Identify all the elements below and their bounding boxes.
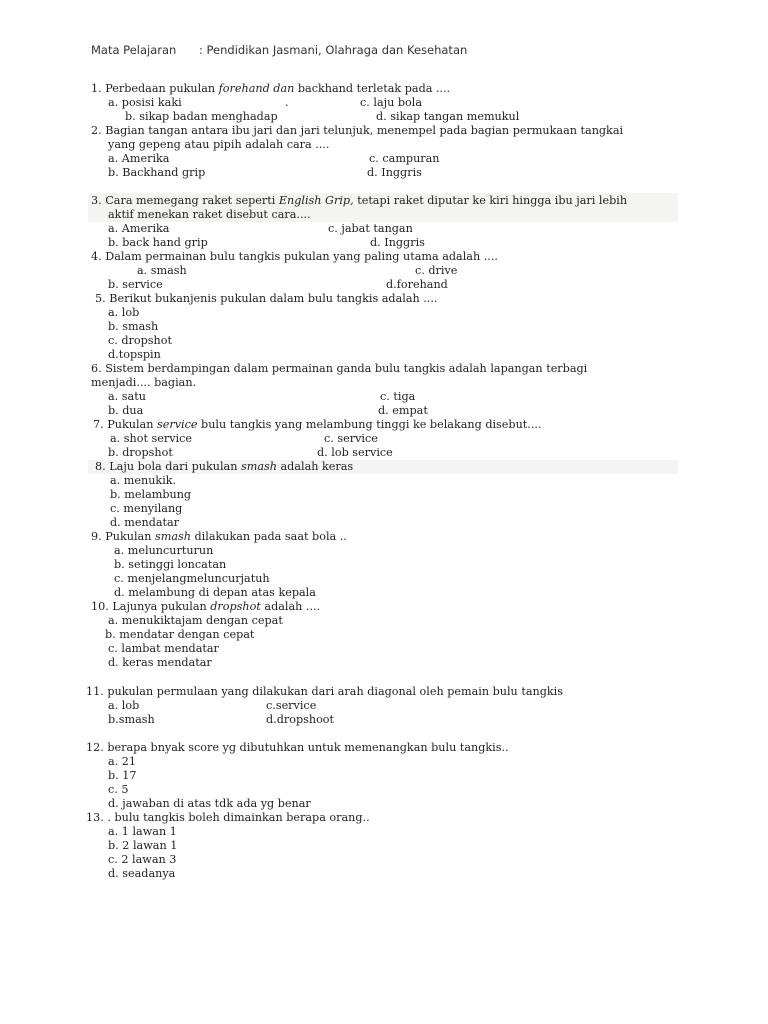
- q7-option-c: c. service: [324, 432, 378, 445]
- q13-option-a: a. 1 lawan 1: [108, 825, 177, 838]
- q8-option-b: b. melambung: [110, 488, 192, 501]
- q4-option-d: d.forehand: [386, 278, 448, 291]
- q9-option-d: d. melambung di depan atas kepala: [114, 586, 316, 599]
- question-5: 5. Berikut bukanjenis pukulan dalam bulu tangkis adalah ....: [95, 292, 438, 305]
- q1-stray-dot: .: [285, 96, 289, 109]
- q8-option-a: a. menukik.: [110, 474, 177, 487]
- q5-option-d: d.topspin: [108, 348, 161, 361]
- q12-option-a: a. 21: [108, 755, 137, 768]
- q13-option-d: d. seadanya: [108, 867, 176, 880]
- question-6: 6. Sistem berdampingan dalam permainan ganda bulu tangkis adalah lapangan terbagi: [91, 362, 588, 375]
- q3-option-b: b. back hand grip: [108, 236, 208, 249]
- question-1: 1. Perbedaan pukulan forehand dan backhand terletak pada ....: [91, 82, 451, 95]
- question-7: 7. Pukulan service bulu tangkis yang melambung tinggi ke belakang disebut....: [93, 418, 542, 431]
- q8-option-d: d. mendatar: [110, 516, 180, 529]
- question-9: 9. Pukulan smash dilakukan pada saat bola ..: [91, 530, 347, 543]
- q9-option-c: c. menjelangmeluncurjatuh: [114, 572, 270, 585]
- q12-option-b: b. 17: [108, 769, 137, 782]
- q8-option-c: c. menyilang: [110, 502, 183, 515]
- q4-option-a: a. smash: [137, 264, 187, 277]
- q6-option-b: b. dua: [108, 404, 144, 417]
- q12-option-d: d. jawaban di atas tdk ada yg benar: [108, 797, 311, 810]
- q6-option-d: d. empat: [378, 404, 428, 417]
- q12-option-c: c. 5: [108, 783, 129, 796]
- question-3-line-2: aktif menekan raket disebut cara....: [108, 208, 311, 221]
- q3-option-d: d. Inggris: [370, 236, 425, 249]
- q1-option-b: b. sikap badan menghadap: [125, 110, 278, 123]
- question-4: 4. Dalam permainan bulu tangkis pukulan yang paling utama adalah ....: [91, 250, 498, 263]
- document-header: [91, 43, 467, 57]
- q11-option-b: b.smash: [108, 713, 155, 726]
- q5-option-c: c. dropshot: [108, 334, 172, 347]
- q9-option-b: b. setinggi loncatan: [114, 558, 227, 571]
- subject-label: Mata Pelajaran: [91, 43, 177, 57]
- question-6-line-2: menjadi.... bagian.: [91, 376, 197, 389]
- q13-option-c: c. 2 lawan 3: [108, 853, 177, 866]
- q9-option-a: a. meluncurturun: [114, 544, 214, 557]
- q1-option-a: a. posisi kaki: [108, 96, 182, 109]
- q7-option-d: d. lob service: [317, 446, 393, 459]
- q4-option-b: b. service: [108, 278, 163, 291]
- q10-option-c: c. lambat mendatar: [108, 642, 219, 655]
- question-12: 12. berapa bnyak score yg dibutuhkan untuk memenangkan bulu tangkis..: [86, 741, 509, 754]
- q5-option-b: b. smash: [108, 320, 159, 333]
- subject-value: : Pendidikan Jasmani, Olahraga dan Kesehatan: [199, 43, 468, 57]
- question-2-line-2: yang gepeng atau pipih adalah cara ....: [108, 138, 330, 151]
- q7-option-b: b. dropshot: [108, 446, 173, 459]
- q2-option-a: a. Amerika: [108, 152, 170, 165]
- q10-option-a: a. menukiktajam dengan cepat: [108, 614, 283, 627]
- q1-option-c: c. laju bola: [360, 96, 423, 109]
- q5-option-a: a. lob: [108, 306, 140, 319]
- q11-option-c: c.service: [266, 699, 317, 712]
- question-11: 11. pukulan permulaan yang dilakukan dari arah diagonal oleh pemain bulu tangkis: [86, 685, 563, 698]
- q7-option-a: a. shot service: [110, 432, 193, 445]
- question-8: 8. Laju bola dari pukulan smash adalah keras: [95, 460, 354, 473]
- question-2: 2. Bagian tangan antara ibu jari dan jari telunjuk, menempel pada bagian permukaan tangkai: [91, 124, 624, 137]
- q2-option-d: d. Inggris: [367, 166, 422, 179]
- q2-option-b: b. Backhand grip: [108, 166, 206, 179]
- q3-option-a: a. Amerika: [108, 222, 170, 235]
- q10-option-b: b. mendatar dengan cepat: [105, 628, 255, 641]
- q1-option-d: d. sikap tangan memukul: [376, 110, 520, 123]
- q11-option-a: a. lob: [108, 699, 140, 712]
- question-13: 13. . bulu tangkis boleh dimainkan berapa orang..: [86, 811, 370, 824]
- q6-option-c: c. tiga: [380, 390, 416, 403]
- q10-option-d: d. keras mendatar: [108, 656, 212, 669]
- q4-option-c: c. drive: [415, 264, 458, 277]
- q3-option-c: c. jabat tangan: [328, 222, 413, 235]
- question-10: 10. Lajunya pukulan dropshot adalah ....: [91, 600, 321, 613]
- question-3: 3. Cara memegang raket seperti English Grip, tetapi raket diputar ke kiri hingga ibu jari lebih: [91, 194, 628, 207]
- q6-option-a: a. satu: [108, 390, 146, 403]
- q13-option-b: b. 2 lawan 1: [108, 839, 178, 852]
- q2-option-c: c. campuran: [369, 152, 440, 165]
- q11-option-d: d.dropshoot: [266, 713, 335, 726]
